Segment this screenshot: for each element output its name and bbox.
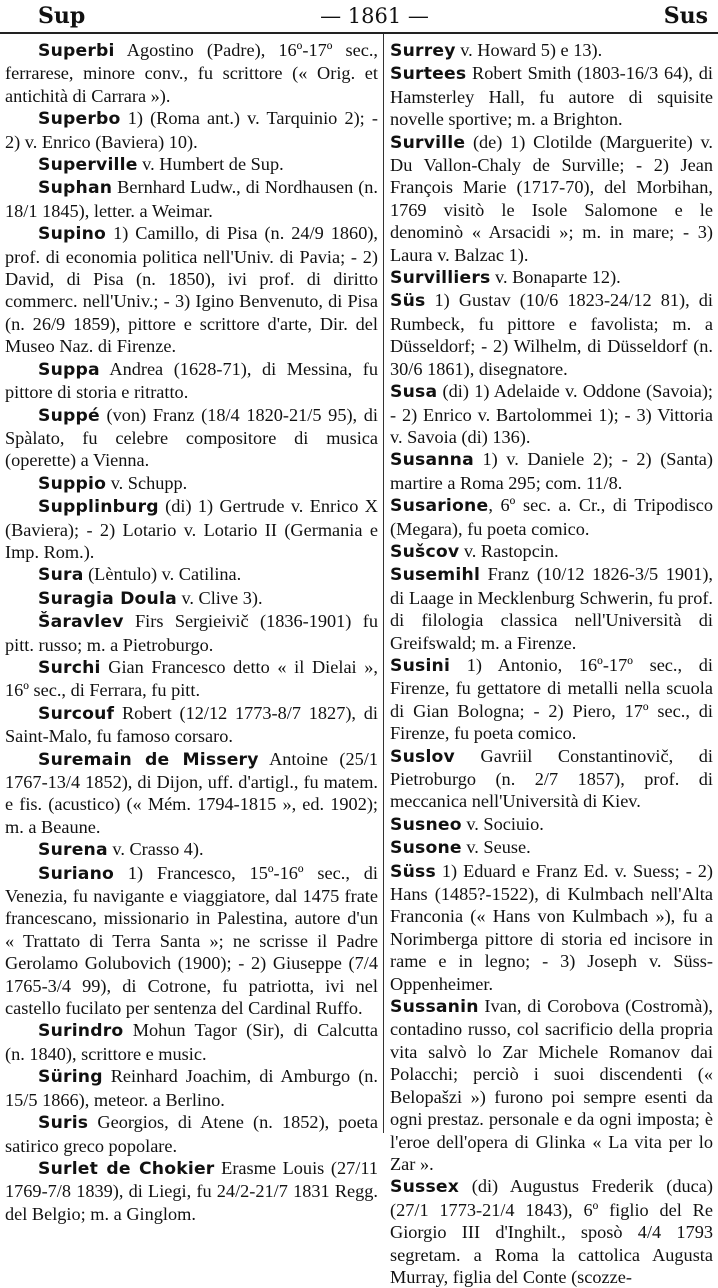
dictionary-entry <box>5 404 378 472</box>
dictionary-entry <box>5 702 378 748</box>
entry-headword: Survilliers <box>390 268 491 289</box>
dictionary-entry <box>5 222 378 357</box>
entry-headword: Surtees <box>390 64 467 85</box>
entry-headword: Süring <box>38 1067 103 1088</box>
entry-headword: Susone <box>390 838 462 859</box>
entry-headword: Surindro <box>38 1021 124 1042</box>
entry-headword: Süss <box>390 861 436 882</box>
entry-headword: Suphan <box>38 178 113 199</box>
entry-headword: Suslov <box>390 746 455 767</box>
entry-text: 1) Francesco, 15º-16º sec., di Venezia, fu navigante e viaggiatore, dal 1475 frate francescano, missionario in Palestina, autore d'un « Trattato di Terra Santa »; ne scrisse il Padre Gerolamo Golubovich (1900); - 2) Giuseppe (7/4 1765-3/4 99), di Cotrone, fu patriotta, ivi nel castello fucilato per sentenza del Cardinal Ruffo. <box>5 862 378 1019</box>
entry-headword: Susarione <box>390 496 489 517</box>
dictionary-entry <box>5 610 378 656</box>
entry-text: (di) 1) Gertrude v. Enrico X (Baviera); - 2) Lotario v. Lotario II (Germania e Imp. Rom.). <box>5 496 378 562</box>
entry-text: Ivan, di Corobova (Costromà), contadino russo, col sacrificio della propria vita salvò lo Zar Michele Romanov dai Polacchi; perciò i suoi discendenti (« Belopašzi ») furono poi sempre esenti da ogni prestaz. personale e da ogni imposta; è l'eroe dell'opera di Glinka « La vita per lo Zar ». <box>390 996 713 1174</box>
page-header <box>0 0 718 34</box>
entry-text: 1) Eduard e Franz Ed. v. Suess; - 2) Hans (1485?-1522), di Kulmbach nell'Alta Franconia (« Hans von Kulmbach »), fu a Norimberga pittore di storia ed incisore in rame e in legno; - 3) Joseph v. Süss-Oppenheimer. <box>390 860 713 994</box>
entry-text: (de) 1) Clotilde (Marguerite) v. Du Vallon-Chaly de Surville; - 2) Jean François Marie (1717-70), del Morbihan, 1769 visitò le Isole Salomone e le denominò « Arsacidi »; m. in mare; - 3) Laura v. Balzac 1). <box>390 131 713 265</box>
entry-headword: Surcouf <box>38 703 115 724</box>
dictionary-entry <box>5 1019 378 1065</box>
entry-text: v. Sociuio. <box>461 813 544 834</box>
entry-headword: Surena <box>38 840 108 861</box>
entry-text: v. Howard 5) e 13). <box>455 40 603 60</box>
entry-text: 1) Camillo, di Pisa (n. 24/9 1860), prof. di economia politica nell'Univ. di Pavia; - 2) David, di Pisa (n. 1850), ivi prof. di diritto commerc. nell'Univ.; - 3) Igino Benvenuto, di Pisa (n. 26/9 1859), pittore e scrittore d'arte, Dir. del Museo Naz. di Firenze. <box>5 223 378 357</box>
dictionary-entry <box>5 587 378 610</box>
dictionary-entry <box>5 495 378 563</box>
entry-headword: Surrey <box>390 41 456 61</box>
dictionary-entry <box>390 380 713 448</box>
entry-text: v. Clive 3). <box>176 587 263 608</box>
entry-headword: Suppa <box>38 359 100 380</box>
entry-text: v. Rastopcin. <box>459 540 559 561</box>
entry-headword: Susneo <box>390 814 462 835</box>
dictionary-entry <box>390 813 713 836</box>
entry-text: Mohun Tagor (Sir), di Calcutta (n. 1840), scrittore e music. <box>5 1020 378 1064</box>
entry-text: 1) Gustav (10/6 1823-24/12 81), di Rumbeck, fu pittore e favolista; m. a Düsseldorf; - 2) Wilhelm, di Düsseldorf (n. 30/6 1861), disegnatore. <box>390 290 713 379</box>
entry-text: v. Bonaparte 12). <box>490 267 621 288</box>
entry-text: (Lèntulo) v. Catilina. <box>83 564 242 585</box>
entry-headword: Suriano <box>38 863 115 884</box>
right-column <box>390 39 713 1287</box>
dictionary-entry <box>390 563 713 654</box>
entry-text: (von) Franz (18/4 1820-21/5 95), di Spàlato, fu celebre compositore di musica (operette) a Vienna. <box>5 404 378 471</box>
entry-text: Firs Sergieivič (1836-1901) fu pitt. russo; m. a Pietroburgo. <box>5 611 378 655</box>
entry-text: v. Crasso 4). <box>107 839 204 860</box>
dictionary-entry <box>390 860 713 995</box>
entry-headword: Suppé <box>38 405 100 426</box>
entry-text: Antoine (25/1 1767-13/4 1852), di Dijon, uff. d'artigl., fu matem. e fis. (acustico) (« Mém. 1794-1815 », ed. 1902); m. a Beaune. <box>5 748 378 837</box>
entry-text: Robert Smith (1803-16/3 64), di Hamsterley Hall, fu autore di squisite novelle sportive; m. a Brighton. <box>390 63 713 130</box>
dictionary-entry <box>5 1157 378 1225</box>
entry-text: Robert (12/12 1773-8/7 1827), di Saint-Malo, fu famoso corsaro. <box>5 702 378 747</box>
entry-text: , 6º sec. a. Cr., di Tripodisco (Megara), fu poeta comico. <box>390 495 713 539</box>
entry-headword: Surlet de Chokier <box>38 1158 215 1179</box>
entry-text: 1) (Roma ant.) v. Tarquinio 2); - 2) v. Enrico (Baviera) 10). <box>5 108 378 152</box>
dictionary-entry <box>5 748 378 839</box>
dictionary-entry <box>390 745 713 813</box>
entry-text: 1) v. Daniele 2); - 2) (Santa) martire a Roma 295; com. 11/8. <box>390 449 713 493</box>
entry-headword: Sussanin <box>390 997 479 1018</box>
entry-headword: Suremain de Missery <box>38 749 259 770</box>
entry-headword: Susa <box>390 382 438 403</box>
entry-headword: Sussex <box>390 1177 460 1198</box>
entry-text: Reinhard Joachim, di Amburgo (n. 15/5 1866), meteor. a Berlino. <box>5 1066 378 1110</box>
dictionary-entry <box>5 656 378 702</box>
entry-text: Agostino (Padre), 16º-17º sec., ferrarese, minore conv., fu scrittore (« Orig. et antichità di Carrara »). <box>5 40 378 106</box>
entry-text: 1) Antonio, 16º-17º sec., di Firenze, fu gettatore di metalli nella scuola di Gian Bologna; - 2) Piero, 17º sec., di Firenze, fu poeta comico. <box>390 654 713 744</box>
entry-headword: Surchi <box>38 657 101 678</box>
dictionary-entry <box>390 540 713 563</box>
entry-headword: Sura <box>38 565 84 586</box>
dictionary-entry <box>390 494 713 540</box>
entry-headword: Superbi <box>38 41 115 61</box>
dictionary-entry <box>5 563 378 586</box>
entry-headword: Surville <box>390 132 466 153</box>
dictionary-entry <box>5 862 378 1020</box>
dictionary-entry <box>5 153 378 176</box>
entry-headword: Susini <box>390 655 451 676</box>
dictionary-entry <box>390 131 713 266</box>
dictionary-entry <box>390 448 713 494</box>
dictionary-entry <box>5 838 378 861</box>
entry-headword: Superbo <box>38 109 121 130</box>
dictionary-entry <box>5 107 378 153</box>
left-running-headword: Sup <box>38 3 86 29</box>
entry-headword: Supino <box>38 224 107 245</box>
entry-headword: Superville <box>38 155 138 176</box>
dictionary-entry <box>5 39 378 107</box>
dictionary-entry <box>390 289 713 380</box>
dictionary-entry <box>5 358 378 404</box>
page-number: — 1861 — <box>320 4 429 28</box>
entry-headword: Susemihl <box>390 565 481 586</box>
entry-headword: Susanna <box>390 450 474 471</box>
left-column <box>5 39 378 1224</box>
entry-text: Erasme Louis (27/11 1769-7/8 1839), di Liegi, fu 24/2-21/7 1831 Regg. del Belgio; m. a Ginglom. <box>5 1157 378 1224</box>
entry-text: Franz (10/12 1826-3/5 1901), di Laage in Mecklenburg Schwerin, fu prof. di filologia classica nell'Università di Greifswald; m. a Firenze. <box>390 564 713 653</box>
entry-headword: Supplinburg <box>38 497 159 518</box>
dictionary-entry <box>5 176 378 222</box>
entry-text: v. Schupp. <box>106 472 188 493</box>
entry-text: v. Seuse. <box>461 837 531 858</box>
entry-text: v. Humbert de Sup. <box>137 154 284 175</box>
entry-text: (di) Augustus Frederik (duca) (27/1 1773-21/4 1843), 6º figlio del Re Giorgio III d'Inghilt., sposò 4/4 1793 segretam. a Roma la cattolica Augusta Murray, figlia del Conte (scozze- <box>390 1176 713 1287</box>
entry-text: Gavriil Constantinovič, di Pietroburgo (n. 2/7 1857), prof. di meccanica nell'Università di Kiev. <box>390 745 713 812</box>
dictionary-entry <box>390 654 713 745</box>
entry-headword: Suragia Doula <box>38 588 177 609</box>
right-running-headword: Sus <box>663 3 708 29</box>
dictionary-entry <box>5 472 378 495</box>
entry-text: Gian Francesco detto « il Dielai », 16º sec., di Ferrara, fu pitt. <box>5 656 378 701</box>
entry-text: (di) 1) Adelaide v. Oddone (Savoia); - 2) Enrico v. Bartolommei 1); - 3) Vittoria v. Savoia (di) 136). <box>390 381 713 447</box>
dictionary-entry <box>390 995 713 1175</box>
entry-headword: Šaravlev <box>38 612 124 633</box>
entry-text: Andrea (1628-71), di Messina, fu pittore di storia e ritratto. <box>5 358 378 403</box>
dictionary-entry <box>390 1175 713 1288</box>
entry-text: Georgios, di Atene (n. 1852), poeta satirico greco popolare. <box>5 1112 378 1156</box>
dictionary-entry <box>390 836 713 859</box>
column-divider <box>383 34 384 1133</box>
entry-headword: Suris <box>38 1113 89 1134</box>
dictionary-entry <box>390 62 713 130</box>
entry-headword: Suppio <box>38 473 107 494</box>
entry-text: Bernhard Ludw., di Nordhausen (n. 18/1 1845), letter. a Weimar. <box>5 177 378 221</box>
dictionary-entry <box>390 39 713 62</box>
dictionary-entry <box>5 1111 378 1157</box>
entry-headword: Süs <box>390 291 426 312</box>
entry-headword: Sušcov <box>390 541 460 562</box>
dictionary-entry <box>390 266 713 289</box>
dictionary-entry <box>5 1065 378 1111</box>
